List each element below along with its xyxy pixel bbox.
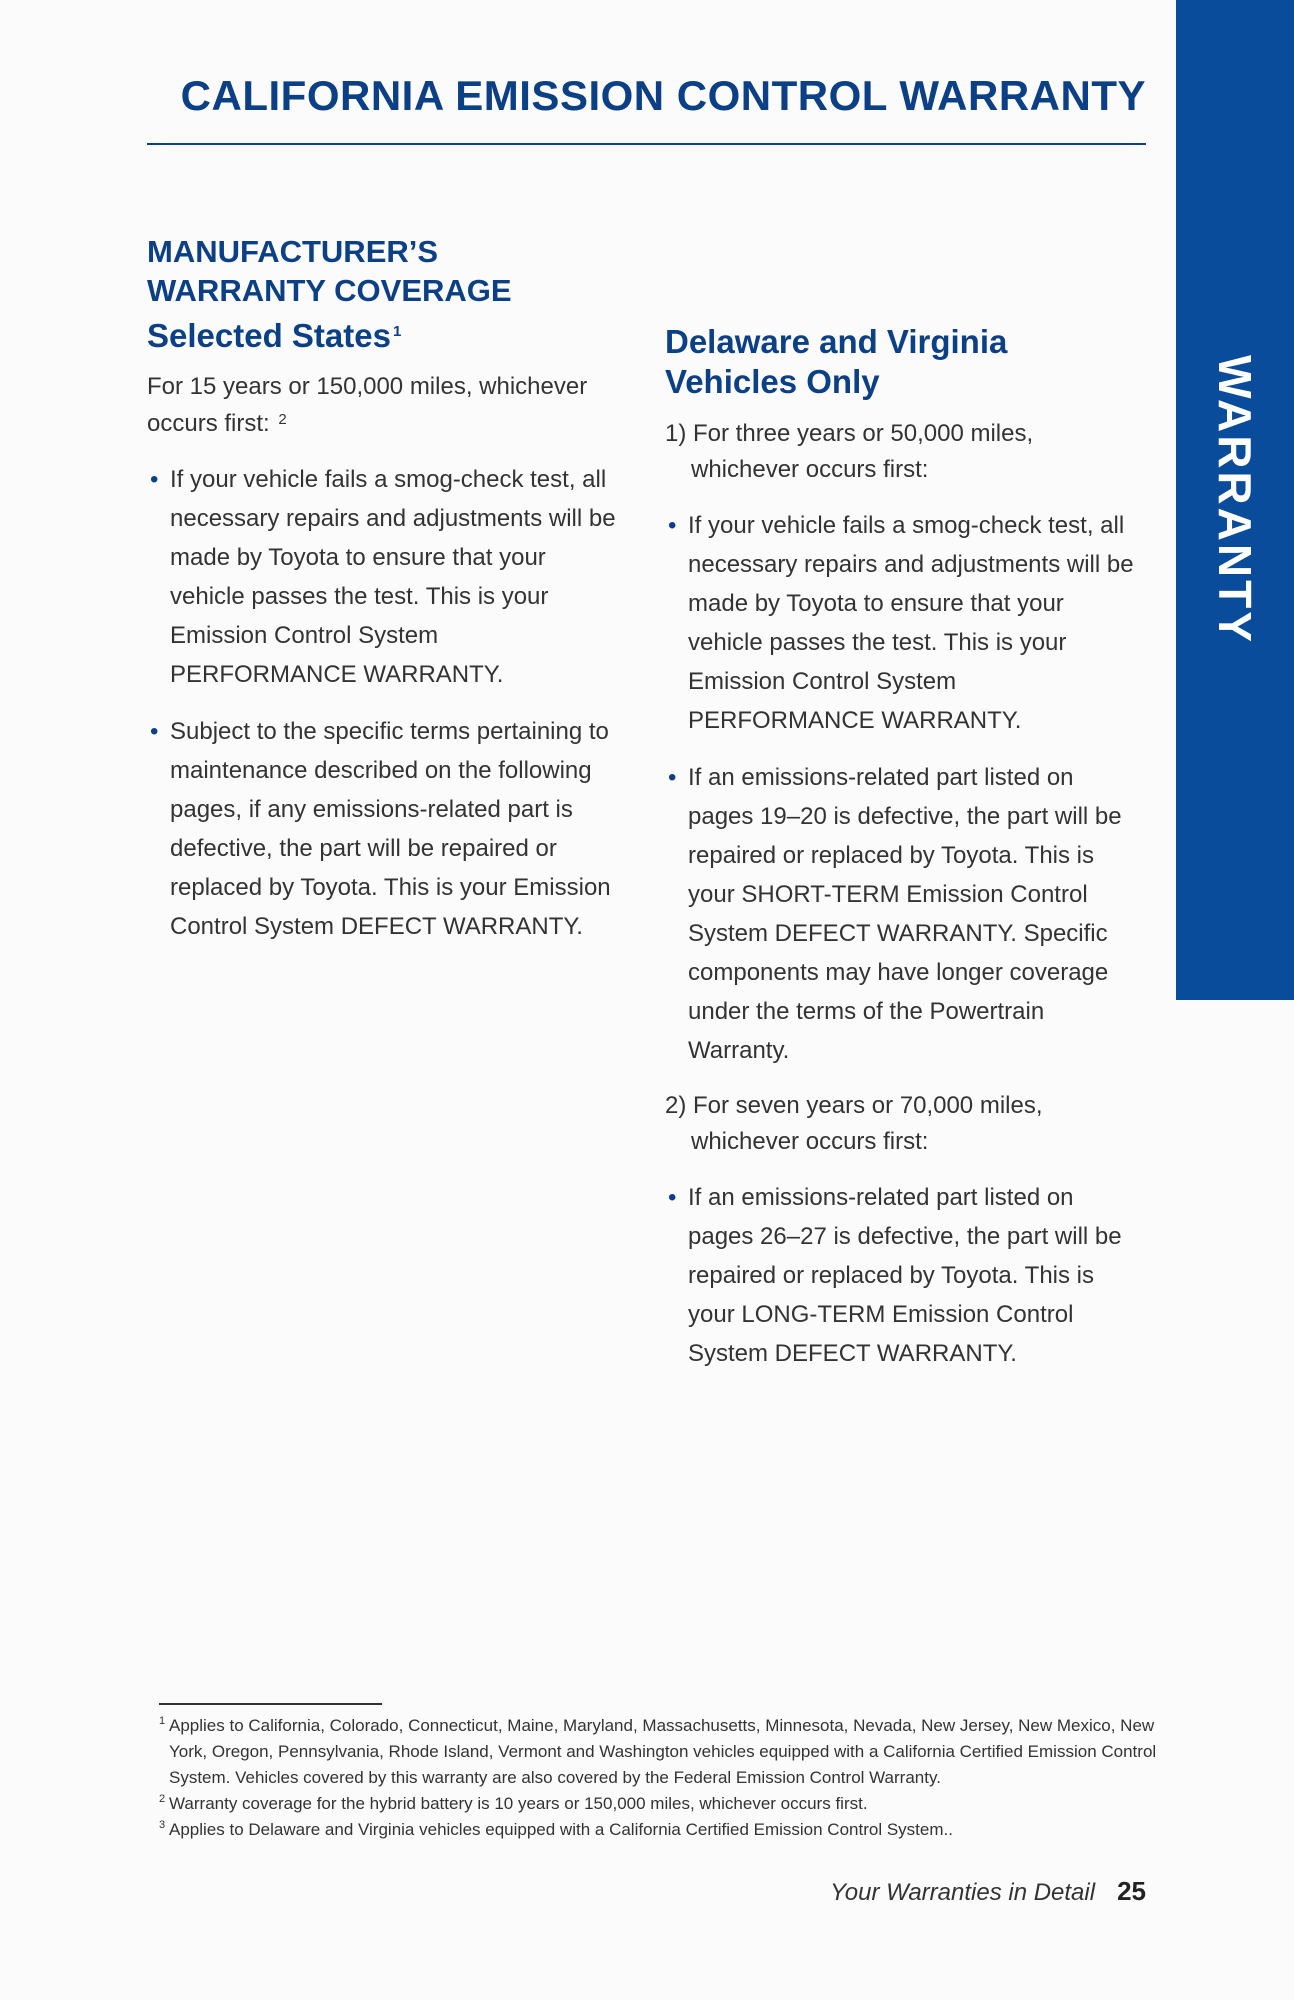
- left-bullet-list: [147, 460, 617, 946]
- footnote-divider: [159, 1703, 382, 1705]
- coverage-intro: [147, 368, 617, 442]
- page-title: CALIFORNIA EMISSION CONTROL WARRANTY: [180, 72, 1146, 119]
- item2-bullet-list: [665, 1178, 1145, 1373]
- bullet-icon: •: [668, 764, 677, 791]
- heading-line-2: WARRANTY COVERAGE: [147, 273, 512, 308]
- list-item: • Subject to the specific terms pertaining to maintenance described on the following pages, if any emissions-related part is defective, the part will be repaired or replaced by Toyota. This is your Emission Control System DEFECT WARRANTY.: [147, 712, 617, 946]
- page-number: 25: [1117, 1876, 1146, 1906]
- footer-text: Your Warranties in Detail: [830, 1879, 1096, 1906]
- footnotes: [159, 1713, 1169, 1843]
- footnote-ref-1: 1: [392, 323, 402, 340]
- left-column: [147, 232, 617, 964]
- bullet-icon: •: [668, 512, 677, 539]
- numbered-item-1: 1) For three years or 50,000 miles, whichever occurs first:: [665, 420, 1034, 483]
- heading-line-2: Vehicles Only: [665, 363, 880, 400]
- footnote: 3 Applies to Delaware and Virginia vehicles equipped with a California Certified Emission Control System..: [159, 1817, 1169, 1843]
- heading-line-1: Delaware and Virginia: [665, 323, 1008, 360]
- selected-states-subheading: [147, 316, 617, 356]
- page-footer: [830, 1876, 1146, 1907]
- list-item: • If your vehicle fails a smog-check test, all necessary repairs and adjustments will be made by Toyota to ensure that your vehicle passes the test. This is your Emission Control System PERFORMANCE WARRANTY.: [665, 506, 1145, 740]
- list-item: • If your vehicle fails a smog-check test, all necessary repairs and adjustments will be made by Toyota to ensure that your vehicle passes the test. This is your Emission Control System PERFORMANCE WARRANTY.: [147, 460, 617, 694]
- footnote: 1 Applies to California, Colorado, Connecticut, Maine, Maryland, Massachusetts, Minnesota, Nevada, New Jersey, New Mexico, New York, Oregon, Pennsylvania, Rhode Island, Vermont and Washington vehicles equipped with a California Certified Emission Control System. Vehicles covered by this warranty are also covered by the Federal Emission Control Warranty.: [159, 1713, 1169, 1791]
- bullet-icon: •: [668, 1184, 677, 1211]
- list-item: • If an emissions-related part listed on pages 26–27 is defective, the part will be repaired or replaced by Toyota. This is your LONG-TERM Emission Control System DEFECT WARRANTY.: [665, 1178, 1145, 1373]
- manufacturer-heading: [147, 232, 617, 310]
- numbered-item-2: 2) For seven years or 70,000 miles, whichever occurs first:: [665, 1092, 1043, 1155]
- bullet-icon: •: [150, 718, 159, 745]
- heading-line-1: MANUFACTURER’S: [147, 234, 439, 269]
- list-item: • If an emissions-related part listed on pages 19–20 is defective, the part will be repaired or replaced by Toyota. This is your SHORT-TERM Emission Control System DEFECT WARRANTY. Specific components may have longer coverage under the terms of the Powertrain Warranty.: [665, 758, 1145, 1070]
- footnote-mark: 3: [159, 1819, 166, 1831]
- item1-bullet-list: [665, 506, 1145, 1070]
- footnote: 2 Warranty coverage for the hybrid battery is 10 years or 150,000 miles, whichever occurs first.: [159, 1791, 1169, 1817]
- right-column: [665, 322, 1145, 1391]
- footnote-mark: 2: [159, 1793, 166, 1805]
- subheading-text: Selected States: [147, 317, 391, 354]
- intro-text: For 15 years or 150,000 miles, whichever occurs first:: [147, 373, 588, 437]
- footnote-ref-2: 2: [278, 411, 287, 428]
- side-tab-label: WARRANTY: [1209, 355, 1261, 645]
- warranty-side-tab: [1176, 0, 1294, 1000]
- delaware-virginia-heading: [665, 322, 1145, 402]
- title-divider: [147, 143, 1146, 145]
- bullet-icon: •: [150, 466, 159, 493]
- footnote-mark: 1: [159, 1715, 166, 1727]
